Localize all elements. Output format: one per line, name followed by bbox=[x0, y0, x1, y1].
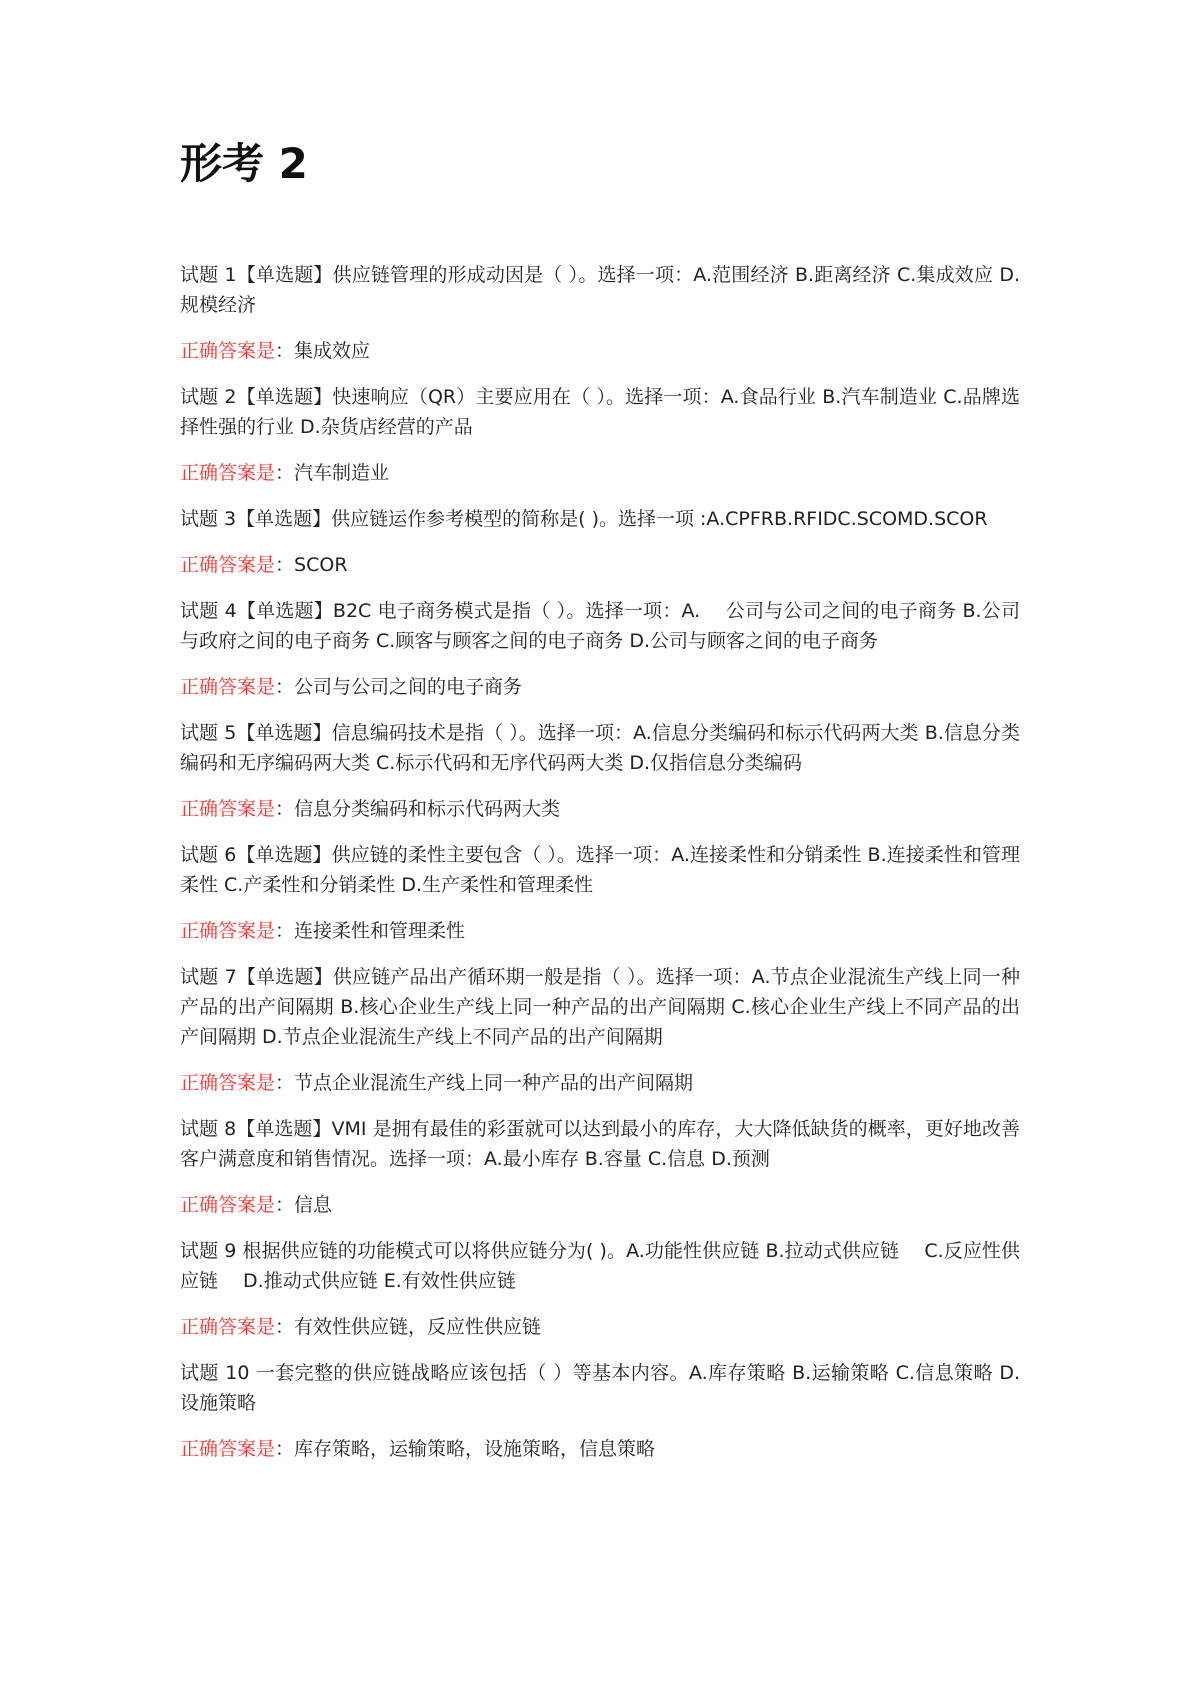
document-page bbox=[180, 138, 1020, 1480]
answer-text: 汽车制造业 bbox=[294, 462, 390, 484]
answer-text: 库存策略，运输策略，设施策略，信息策略 bbox=[294, 1438, 656, 1460]
answer-text: 有效性供应链，反应性供应链 bbox=[294, 1316, 542, 1338]
answer-separator: ： bbox=[275, 1316, 295, 1338]
question-8: 试题 8【单选题】VMI 是拥有最佳的彩蛋就可以达到最小的库存，大大降低缺货的概率，更好地改善客户满意度和销售情况。选择一项：A.最小库存 B.容量 C.信息 D.预测 bbox=[180, 1118, 1020, 1170]
answer-label: 正确答案是 bbox=[180, 920, 276, 942]
answer-separator: ： bbox=[275, 920, 295, 942]
answer-separator: ： bbox=[275, 462, 295, 484]
answer-separator: ： bbox=[275, 798, 295, 820]
answer-text: 集成效应 bbox=[294, 340, 371, 362]
answer-7 bbox=[180, 1068, 1020, 1098]
question-10: 试题 10 一套完整的供应链战略应该包括（ ）等基本内容。A.库存策略 B.运输策略 C.信息策略 D.设施策略 bbox=[180, 1362, 1020, 1414]
answer-3 bbox=[180, 550, 1020, 580]
question-9: 试题 9 根据供应链的功能模式可以将供应链分为( )。A.功能性供应链 B.拉动式供应链 C.反应性供应链 D.推动式供应链 E.有效性供应链 bbox=[180, 1240, 1020, 1292]
answer-text: SCOR bbox=[294, 554, 348, 576]
answer-4 bbox=[180, 672, 1020, 702]
answer-separator: ： bbox=[275, 1438, 295, 1460]
answer-1 bbox=[180, 336, 1020, 366]
question-4: 试题 4【单选题】B2C 电子商务模式是指（ ）。选择一项：A. 公司与公司之间的电子商务 B.公司与政府之间的电子商务 C.顾客与顾客之间的电子商务 D.公司与顾客之间的电子商务 bbox=[180, 600, 1020, 652]
answer-separator: ： bbox=[275, 1072, 295, 1094]
answer-separator: ： bbox=[275, 340, 295, 362]
question-2: 试题 2【单选题】快速响应（QR）主要应用在（ ）。选择一项：A.食品行业 B.汽车制造业 C.品牌选择性强的行业 D.杂货店经营的产品 bbox=[180, 386, 1020, 438]
answer-text: 信息分类编码和标示代码两大类 bbox=[294, 798, 561, 820]
question-5: 试题 5【单选题】信息编码技术是指（ ）。选择一项：A.信息分类编码和标示代码两大类 B.信息分类编码和无序编码两大类 C.标示代码和无序代码两大类 D.仅指信息分类编码 bbox=[180, 722, 1020, 774]
answer-text: 连接柔性和管理柔性 bbox=[294, 920, 466, 942]
answer-text: 公司与公司之间的电子商务 bbox=[294, 676, 523, 698]
answer-5 bbox=[180, 794, 1020, 824]
answer-label: 正确答案是 bbox=[180, 340, 276, 362]
answer-2 bbox=[180, 458, 1020, 488]
question-7: 试题 7【单选题】供应链产品出产循环期一般是指（ ）。选择一项：A.节点企业混流生产线上同一种产品的出产间隔期 B.核心企业生产线上同一种产品的出产间隔期 C.核心企业生产线上不同产品的出产间隔期 D.节点企业混流生产线上不同产品的出产间隔期 bbox=[180, 966, 1020, 1048]
document-title: 形考 2 bbox=[180, 139, 308, 188]
answer-label: 正确答案是 bbox=[180, 1316, 276, 1338]
answer-label: 正确答案是 bbox=[180, 554, 276, 576]
answer-label: 正确答案是 bbox=[180, 798, 276, 820]
answer-label: 正确答案是 bbox=[180, 462, 276, 484]
answer-text: 节点企业混流生产线上同一种产品的出产间隔期 bbox=[294, 1072, 694, 1094]
answer-6 bbox=[180, 916, 1020, 946]
answer-separator: ： bbox=[275, 1194, 295, 1216]
answer-9 bbox=[180, 1312, 1020, 1342]
answer-label: 正确答案是 bbox=[180, 1072, 276, 1094]
answer-text: 信息 bbox=[294, 1194, 333, 1216]
question-list bbox=[180, 260, 1020, 1464]
question-1: 试题 1【单选题】供应链管理的形成动因是（ ）。选择一项：A.范围经济 B.距离经济 C.集成效应 D.规模经济 bbox=[180, 264, 1020, 316]
answer-label: 正确答案是 bbox=[180, 676, 276, 698]
question-6: 试题 6【单选题】供应链的柔性主要包含（ ）。选择一项：A.连接柔性和分销柔性 B.连接柔性和管理柔性 C.产柔性和分销柔性 D.生产柔性和管理柔性 bbox=[180, 844, 1020, 896]
answer-label: 正确答案是 bbox=[180, 1194, 276, 1216]
question-3: 试题 3【单选题】供应链运作参考模型的简称是( )。选择一项 :A.CPFRB.RFIDC.SCOMD.SCOR bbox=[180, 508, 988, 530]
answer-10 bbox=[180, 1434, 1020, 1464]
answer-label: 正确答案是 bbox=[180, 1438, 276, 1460]
answer-8 bbox=[180, 1190, 1020, 1220]
answer-separator: ： bbox=[275, 676, 295, 698]
answer-separator: ： bbox=[275, 554, 295, 576]
